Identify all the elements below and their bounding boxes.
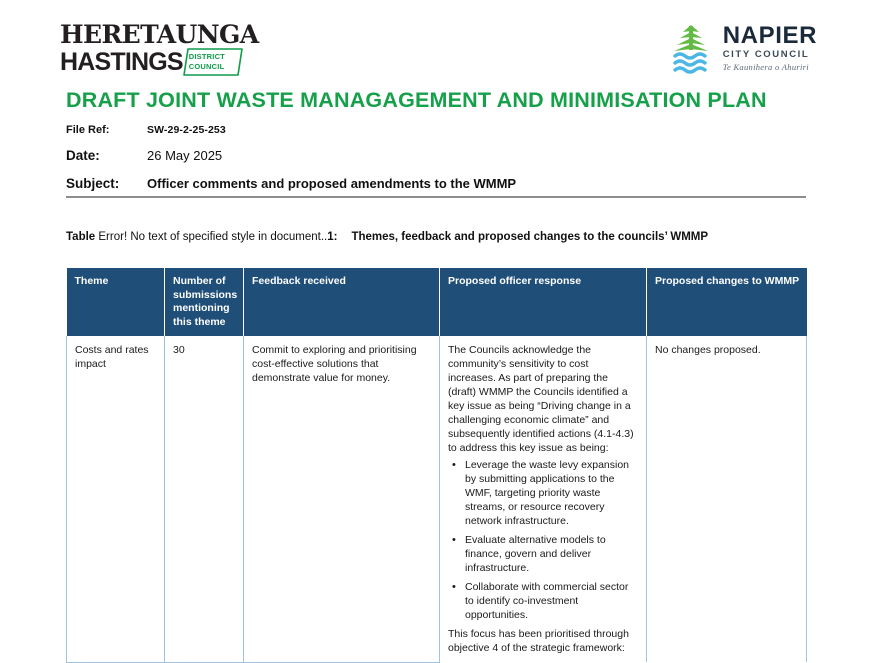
cell-proposed-changes: No changes proposed. bbox=[647, 336, 807, 662]
column-header-theme: Theme bbox=[67, 268, 165, 336]
hastings-district-council-logo bbox=[60, 22, 300, 78]
horizontal-divider bbox=[66, 196, 806, 198]
hastings-logo-heretaunga: HERETAUNGA bbox=[60, 20, 259, 49]
subject-value: Officer comments and proposed amendments to the WMMP bbox=[147, 176, 517, 191]
themes-feedback-table bbox=[66, 268, 807, 663]
cell-officer-response bbox=[440, 336, 647, 662]
cell-feedback-received: Commit to exploring and prioritising cost-effective solutions that demonstrate value for money. bbox=[244, 336, 440, 662]
napier-city-council-logo bbox=[668, 18, 817, 78]
column-header-officer-response: Proposed officer response bbox=[440, 268, 647, 336]
cell-submissions-count: 30 bbox=[165, 336, 244, 662]
meta-row-subject bbox=[66, 176, 766, 202]
caption-number: 1: bbox=[327, 231, 338, 243]
list-item: • Evaluate alternative models to finance, govern and deliver infrastructure. bbox=[465, 533, 638, 575]
badge-line-district: DISTRICT bbox=[188, 52, 225, 61]
list-item: • Leverage the waste levy expansion by submitting applications to the WMF, targeting priority waste streams, or resource recovery network infrastructure. bbox=[465, 458, 638, 528]
caption-title: Themes, feedback and proposed changes to the councils’ WMMP bbox=[351, 231, 709, 243]
table-caption bbox=[66, 231, 708, 243]
page-title: DRAFT JOINT WASTE MANAGAGEMENT AND MINIMISATION PLAN bbox=[66, 88, 767, 112]
napier-logo-maori-name: Te Kaunihera o Ahuriri bbox=[722, 61, 809, 72]
cell-theme: Costs and rates impact bbox=[67, 336, 165, 662]
napier-logo-subtitle: CITY COUNCIL bbox=[722, 48, 810, 60]
subject-label: Subject: bbox=[66, 176, 120, 191]
list-item: • Collaborate with commercial sector to identify co-investment opportunities. bbox=[465, 580, 638, 622]
file-ref-label: File Ref: bbox=[66, 124, 110, 136]
officer-response-bullet-list bbox=[448, 458, 638, 622]
column-header-feedback: Feedback received bbox=[244, 268, 440, 336]
badge-line-council: COUNCIL bbox=[188, 61, 225, 71]
document-metadata bbox=[66, 124, 766, 202]
napier-logo-name: NAPIER bbox=[722, 21, 817, 49]
officer-response-paragraph-2: This focus has been prioritised through objective 4 of the strategic framework: bbox=[448, 628, 629, 654]
table-header-row bbox=[67, 268, 807, 336]
hastings-logo-hastings: HASTINGS bbox=[60, 48, 183, 76]
napier-fern-and-waves-icon bbox=[668, 22, 714, 74]
column-header-submissions: Number of submissions mentioning this theme bbox=[165, 268, 244, 336]
meta-row-date bbox=[66, 148, 766, 176]
date-label: Date: bbox=[66, 148, 100, 163]
table-row bbox=[67, 336, 807, 662]
date-value: 26 May 2025 bbox=[147, 148, 223, 163]
district-council-badge-text bbox=[189, 52, 225, 71]
column-header-proposed-changes: Proposed changes to WMMP bbox=[647, 268, 807, 336]
file-ref-value: SW-29-2-25-253 bbox=[147, 124, 226, 136]
meta-row-file-ref bbox=[66, 124, 766, 148]
district-council-badge bbox=[180, 48, 246, 76]
caption-prefix: Table bbox=[66, 231, 96, 243]
logo-row bbox=[0, 18, 875, 80]
officer-response-paragraph-1: The Councils acknowledge the community’s sensitivity to cost increases. As part of preparing the (draft) WMMP the Councils identified a key issue as being “Driving change in a challenging economic climate” and subsequently identified actions (4.1-4.3) to address this key issue as being: bbox=[448, 344, 634, 454]
caption-error-text: Error! No text of specified style in document.. bbox=[98, 231, 328, 243]
